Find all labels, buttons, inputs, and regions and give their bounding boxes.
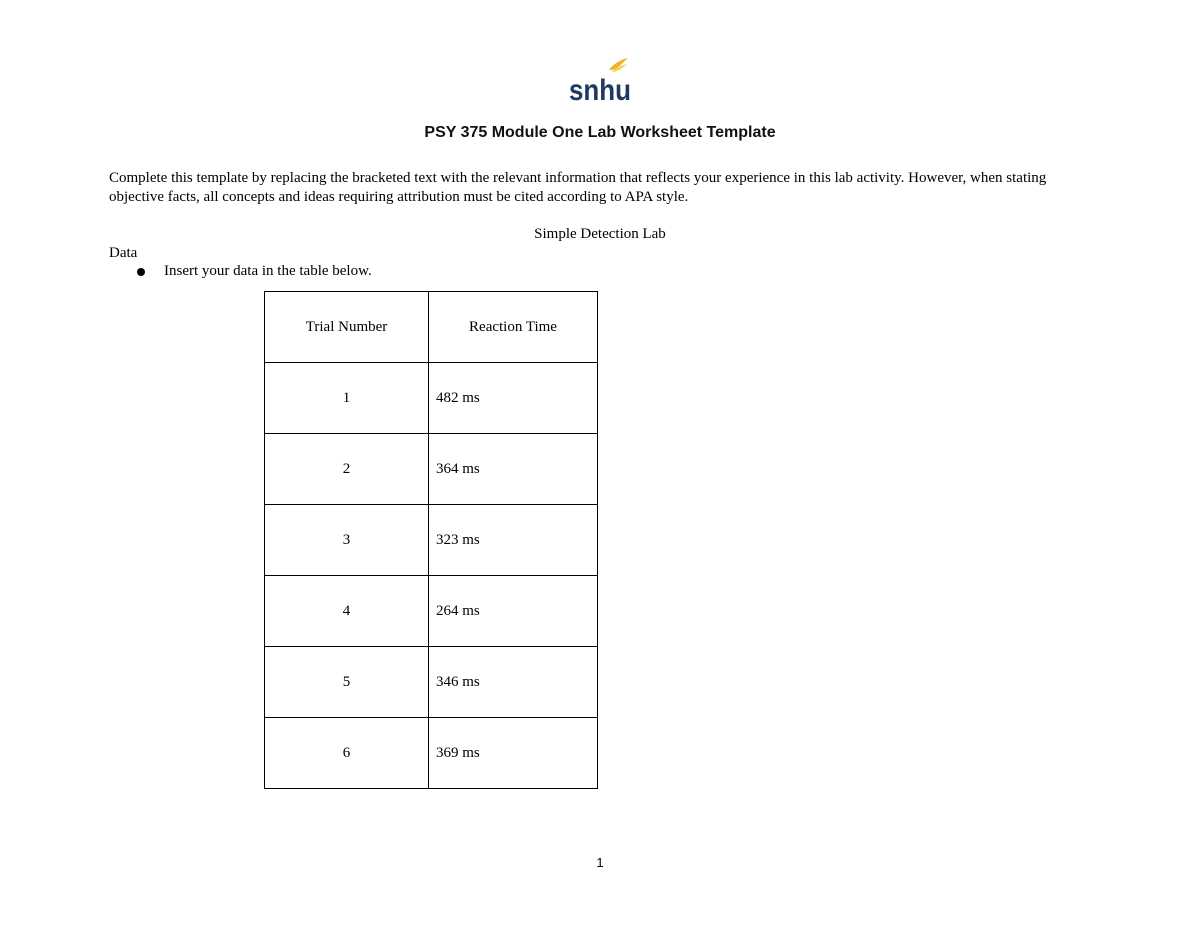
header-trial-number: Trial Number <box>265 292 429 363</box>
reaction-time-cell: 369 ms <box>429 718 598 789</box>
table-row <box>265 647 598 718</box>
section-label-data: Data <box>109 245 138 261</box>
bullet-item <box>137 263 372 280</box>
reaction-time-cell: 264 ms <box>429 576 598 647</box>
bullet-icon <box>137 268 145 276</box>
bullet-text: Insert your data in the table below. <box>164 263 372 279</box>
trial-number-cell: 4 <box>265 576 429 647</box>
table-row <box>265 576 598 647</box>
trial-number-cell: 5 <box>265 647 429 718</box>
logo-text: snhu <box>569 74 631 104</box>
data-table <box>264 291 598 789</box>
reaction-time-cell: 346 ms <box>429 647 598 718</box>
trial-number-cell: 2 <box>265 434 429 505</box>
page-number: 1 <box>596 855 604 870</box>
document-title: PSY 375 Module One Lab Worksheet Template <box>424 124 776 141</box>
reaction-time-cell: 323 ms <box>429 505 598 576</box>
trial-number-cell: 3 <box>265 505 429 576</box>
trial-number-cell: 1 <box>265 363 429 434</box>
lab-heading: Simple Detection Lab <box>534 226 666 242</box>
reaction-time-cell: 482 ms <box>429 363 598 434</box>
trial-number-cell: 6 <box>265 718 429 789</box>
reaction-time-cell: 364 ms <box>429 434 598 505</box>
header-reaction-time: Reaction Time <box>429 292 598 363</box>
intro-paragraph: Complete this template by replacing the bracketed text with the relevant information that reflects your experience in this lab activity. However, when stating objective facts, all concepts and ideas requiring attribution must be cited according to APA style. <box>109 170 1047 205</box>
table-row <box>265 718 598 789</box>
table-header-row <box>265 292 598 363</box>
snhu-logo <box>565 56 635 104</box>
table-row <box>265 434 598 505</box>
table-row <box>265 505 598 576</box>
table-row <box>265 363 598 434</box>
